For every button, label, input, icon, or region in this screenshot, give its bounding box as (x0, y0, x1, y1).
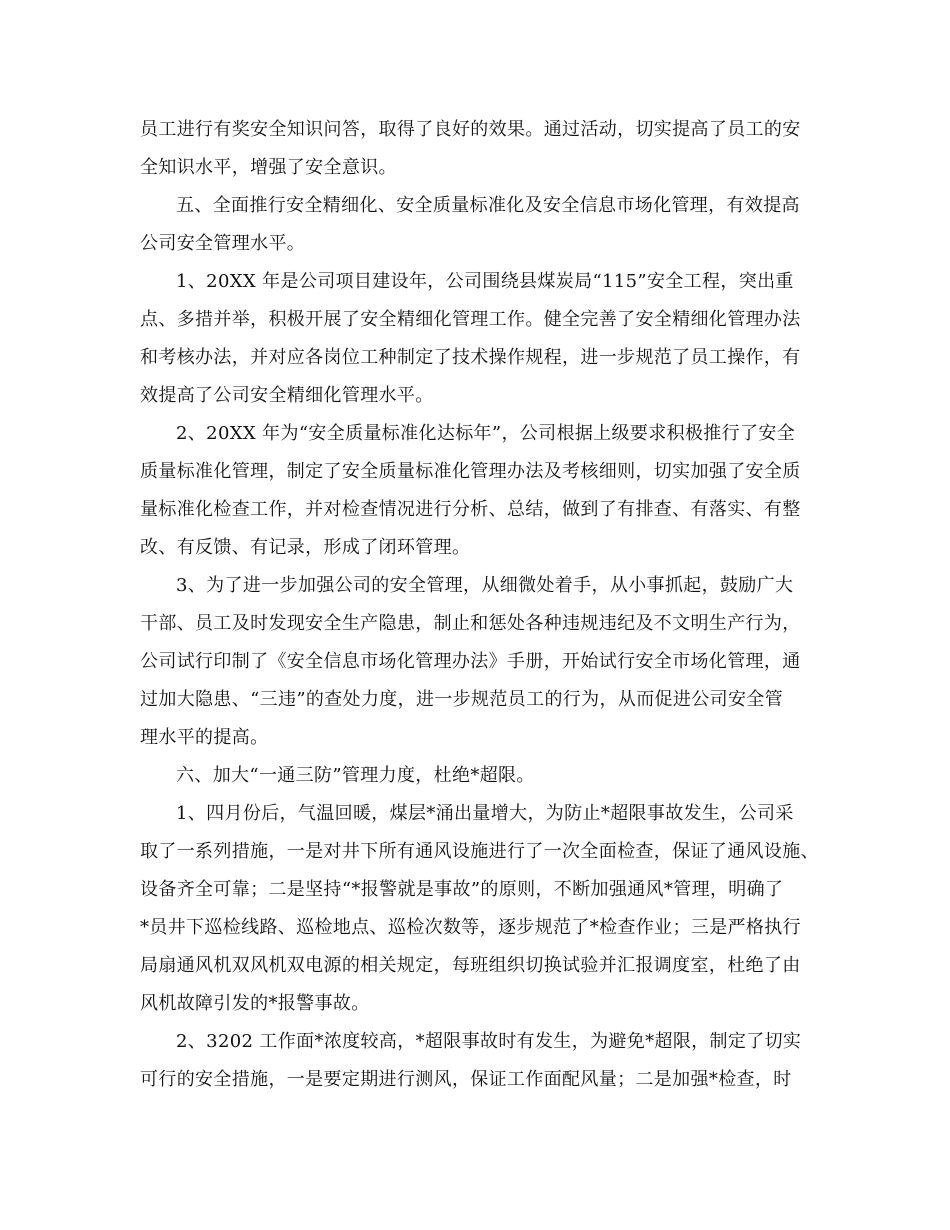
section-heading: 六、加大“一通三防”管理力度，杜绝*超限。 (176, 765, 535, 786)
text-line: 员工进行有奖安全知识问答，取得了良好的效果。通过活动，切实提高了员工的安 (140, 119, 801, 140)
text-line: 公司试行印制了《安全信息市场化管理办法》手册，开始试行安全市场化管理，通 (140, 651, 801, 672)
paragraph-start: 1、四月份后，气温回暖，煤层*涌出量增大，为防止*超限事故发生，公司采 (176, 803, 794, 824)
text-line: 点、多措并举，积极开展了安全精细化管理工作。健全完善了安全精细化管理办法 (140, 309, 801, 330)
text-line: 效提高了公司安全精细化管理水平。 (140, 385, 434, 406)
text-line: 取了一系列措施，一是对井下所有通风设施进行了一次全面检查，保证了通风设施、 (140, 841, 819, 862)
text-line: 风机故障引发的*报警事故。 (140, 993, 370, 1014)
text-line: 质量标准化管理，制定了安全质量标准化管理办法及考核细则，切实加强了安全质 (140, 461, 801, 482)
text-line: 改、有反馈、有记录，形成了闭环管理。 (140, 537, 471, 558)
text-line: 量标准化检查工作，并对检查情况进行分析、总结，做到了有排查、有落实、有整 (140, 499, 801, 520)
text-line: 局扇通风机双风机双电源的相关规定，每班组织切换试验并汇报调度室，杜绝了由 (140, 955, 801, 976)
text-line: 公司安全管理水平。 (140, 233, 306, 254)
text-line: 和考核办法，并对应各岗位工种制定了技术操作规程，进一步规范了员工操作，有 (140, 347, 801, 368)
text-line: 过加大隐患、“三违”的查处力度，进一步规范员工的行为，从而促进公司安全管 (140, 689, 784, 710)
text-line: 设备齐全可靠；二是坚持“*报警就是事故”的原则，不断加强通风*管理，明确了 (140, 879, 784, 900)
text-line: 理水平的提高。 (140, 727, 269, 748)
text-line: *员井下巡检线路、巡检地点、巡检次数等，逐步规范了*检查作业；三是严格执行 (140, 917, 801, 938)
text-line: 干部、员工及时发现安全生产隐患，制止和惩处各种违规违纪及不文明生产行为， (140, 613, 801, 634)
section-heading: 五、全面推行安全精细化、安全质量标准化及安全信息市场化管理，有效提高 (176, 195, 800, 216)
paragraph-start: 3、为了进一步加强公司的安全管理，从细微处着手，从小事抓起，鼓励广大 (176, 575, 794, 596)
text-line: 全知识水平，增强了安全意识。 (140, 157, 397, 178)
text-line: 可行的安全措施，一是要定期进行测风，保证工作面配风量；二是加强*检查，时 (140, 1069, 792, 1090)
paragraph-start: 2、3202 工作面*浓度较高，*超限事故时有发生，为避免*超限，制定了切实 (176, 1031, 802, 1052)
paragraph-start: 2、20XX 年为“安全质量标准化达标年”，公司根据上级要求积极推行了安全 (176, 423, 796, 444)
paragraph-start: 1、20XX 年是公司项目建设年，公司围绕县煤炭局“115”安全工程，突出重 (176, 271, 794, 292)
